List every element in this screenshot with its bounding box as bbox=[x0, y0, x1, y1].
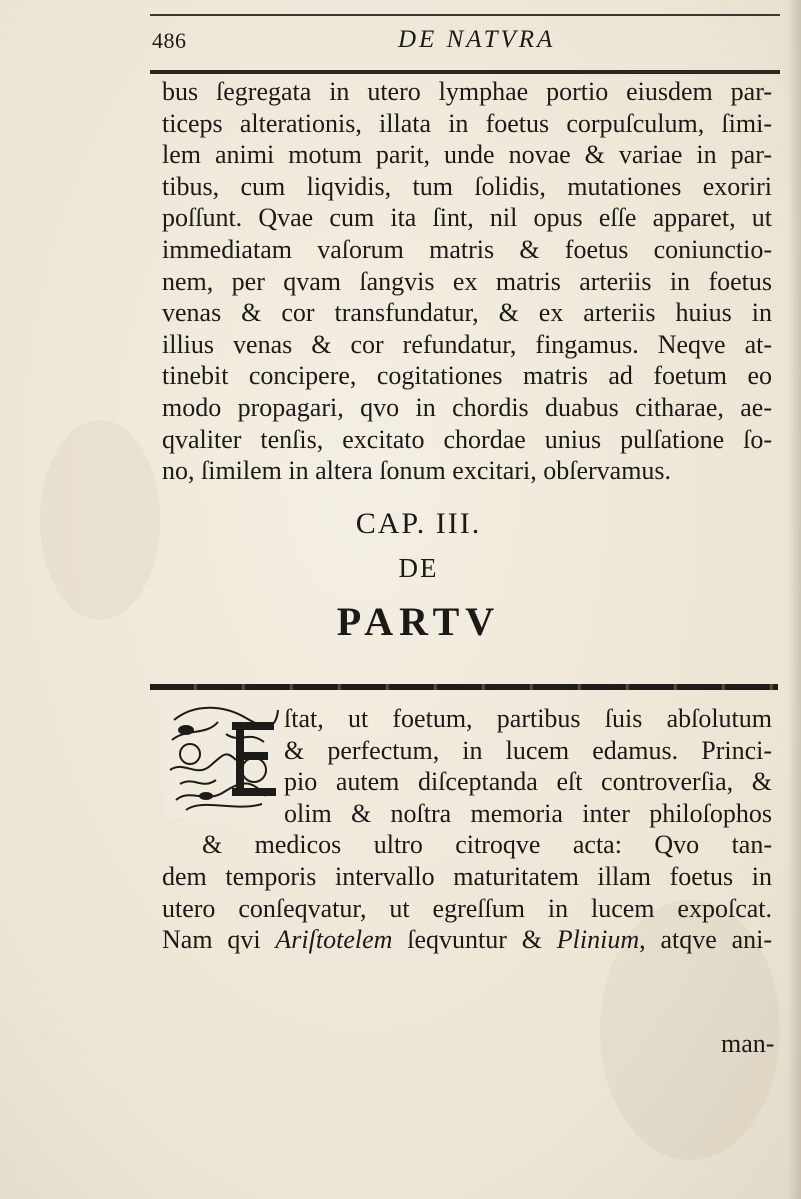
text-line: immediatam vaſorum matris & foetus coniunctio- bbox=[162, 234, 772, 264]
text-line: bus ſegregata in utero lymphae portio eiusdem par- bbox=[162, 77, 772, 106]
text-segment: ſeqvuntur & bbox=[392, 925, 557, 955]
text-line: lem animi motum parit, unde novae & variae in par- bbox=[162, 140, 772, 170]
body-text bbox=[162, 76, 772, 487]
text-line: poſſunt. Qvae cum ita ſint, nil opus eſſe apparet, ut bbox=[162, 203, 772, 233]
text-line: & perfectum, in lucem edamus. Princi- bbox=[284, 735, 772, 765]
chapter-title: PARTV bbox=[336, 599, 501, 644]
header-rule bbox=[150, 70, 780, 74]
text-segment: Nam qvi bbox=[162, 925, 276, 955]
text-line: no, ſimilem in altera ſonum excitari, obſervamus. bbox=[162, 456, 672, 486]
catchword: man- bbox=[721, 1029, 775, 1058]
text-line: nem, per qvam ſangvis ex matris arteriis in foetus bbox=[162, 266, 772, 296]
text-segment: , atqve ani- bbox=[639, 925, 772, 955]
chapter-number: CAP. III. bbox=[355, 507, 482, 540]
text-line: ticeps alterationis, illata in foetus corpuſculum, ſimi- bbox=[162, 108, 772, 138]
text-line: pio autem diſceptanda eſt controverſia, & bbox=[284, 767, 772, 797]
text-line: tibus, cum liqvidis, tum ſolidis, mutationes exoriri bbox=[162, 171, 772, 201]
text-line-last bbox=[162, 924, 772, 956]
text-line: tinebit concipere, cogitationes matris ad foetum eo bbox=[162, 361, 772, 391]
text-line: ſtat, ut foetum, partibus ſuis abſolutum bbox=[284, 704, 772, 733]
ornament-rule bbox=[150, 684, 778, 690]
text-line: & medicos ultro citroqve acta: Qvo tan- bbox=[202, 830, 772, 860]
page-number: 486 bbox=[152, 28, 187, 53]
text-line: illius venas & cor refundatur, fingamus. Neqve at- bbox=[162, 329, 772, 359]
text-line: venas & cor transfundatur, & ex arteriis huius in bbox=[162, 298, 772, 328]
paragraph bbox=[162, 76, 772, 487]
text-line: modo propagari, qvo in chordis duabus citharae, ae- bbox=[162, 392, 772, 422]
text-line: qvaliter tenſis, excitato chordae unius pulſatione ſo- bbox=[162, 424, 772, 454]
text-line: olim & noſtra memoria inter philoſophos bbox=[284, 798, 772, 828]
text-line: utero conſeqvatur, ut egreſſum in lucem expoſcat. bbox=[162, 893, 772, 923]
author-name-pliny: Plinium bbox=[556, 925, 640, 955]
chapter-de: DE bbox=[398, 553, 439, 583]
running-head: DE NATVRA bbox=[398, 26, 556, 53]
text-line: dem temporis intervallo maturitatem illam foetus in bbox=[162, 861, 772, 891]
top-rule bbox=[150, 14, 780, 16]
page-header bbox=[0, 28, 801, 68]
chapter-text bbox=[162, 703, 772, 956]
author-name-aristotle: Ariſtotelem bbox=[275, 925, 393, 955]
